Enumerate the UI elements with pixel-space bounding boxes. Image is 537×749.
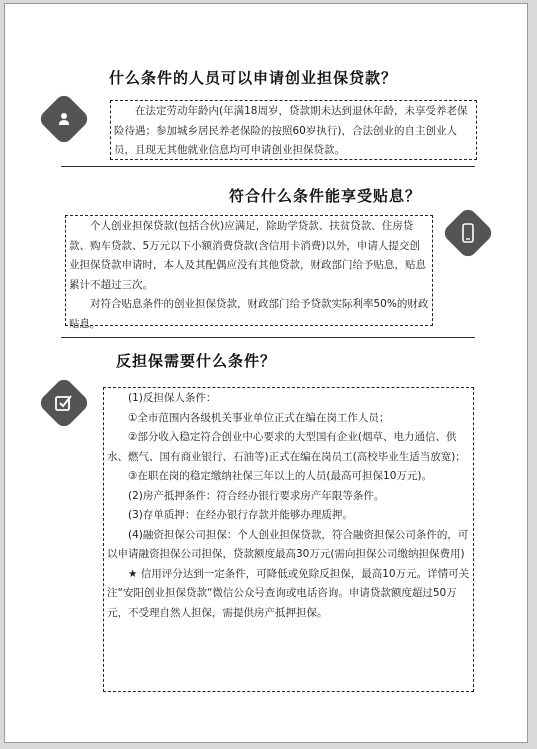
section3-item: ②部分收入稳定符合创业中心要求的大型国有企业(烟草、电力通信、供水、燃气、国有商业银行、石油等)正式在编在岗员工(高校毕业生适当放宽)； [107, 431, 466, 463]
document-page [4, 3, 528, 743]
section3-item: (4)融资担保公司担保：个人创业担保贷款，符合融资担保公司条件的，可以申请融资担保公司担保，贷款额度最高30万元(需向担保公司缴纳担保费用) [107, 528, 469, 560]
section3-item: ①全市范围内各级机关事业单位正式在编在岗工作人员； [128, 411, 390, 424]
section1-paragraph: 在法定劳动年龄内(年满18周岁，贷款期未达到退休年龄，未享受养老保险待遇；参加城乡居民养老保险的按照60岁执行)，合法创业的自主创业人员，且现无其他就业信息均可申请创业担保贷款。 [114, 105, 468, 156]
section3-item: (3)存单质押：在经办银行存款并能够办理质押。 [128, 509, 353, 521]
section3-item: ③在职在岗的稳定缴纳社保三年以上的人员(最高可担保10万元)。 [128, 470, 432, 482]
person-icon [45, 100, 83, 138]
section3-title: 反担保需要什么条件？ [116, 352, 277, 370]
section1-text-box [110, 100, 477, 160]
section-divider [61, 166, 475, 167]
section2-paragraph: 对符合贴息条件的创业担保贷款，财政部门给予贷款实际利率50%的财政贴息。 [69, 298, 429, 330]
section3-item: ★ 信用评分达到一定条件，可降低或免除反担保，最高10万元。详情可关注“安阳创业担保贷款“微信公众号查询或电话咨询。申请贷款额度超过50万元，不受理自然人担保，需提供房产抵押担保。 [107, 567, 470, 619]
section2-icon-badge [441, 206, 495, 260]
section-divider [61, 337, 475, 338]
section1-icon-badge [37, 92, 91, 146]
section3-text-box [103, 387, 474, 692]
mobile-phone-icon [449, 214, 487, 252]
section3-item: (2)房产抵押条件：符合经办银行要求房产年限等条件。 [128, 489, 385, 502]
section3-icon-badge [37, 376, 91, 430]
section1-title: 什么条件的人员可以申请创业担保贷款？ [109, 69, 398, 87]
section2-paragraph: 个人创业担保贷款(包括合伙)应满足，除助学贷款、扶贫贷款、住房贷款、购车贷款、5万元以下小额消费贷款(含信用卡消费)以外，申请人提交创业担保贷款申请时，本人及其配偶应没有其他贷款，财政部门给予贴息，贴息累计不超过三次。 [69, 220, 426, 291]
section3-item: (1)反担保人条件： [128, 392, 217, 404]
section2-title: 符合什么条件能享受贴息？ [229, 187, 422, 205]
checkbox-icon [45, 384, 83, 422]
section2-text-box [65, 215, 433, 330]
